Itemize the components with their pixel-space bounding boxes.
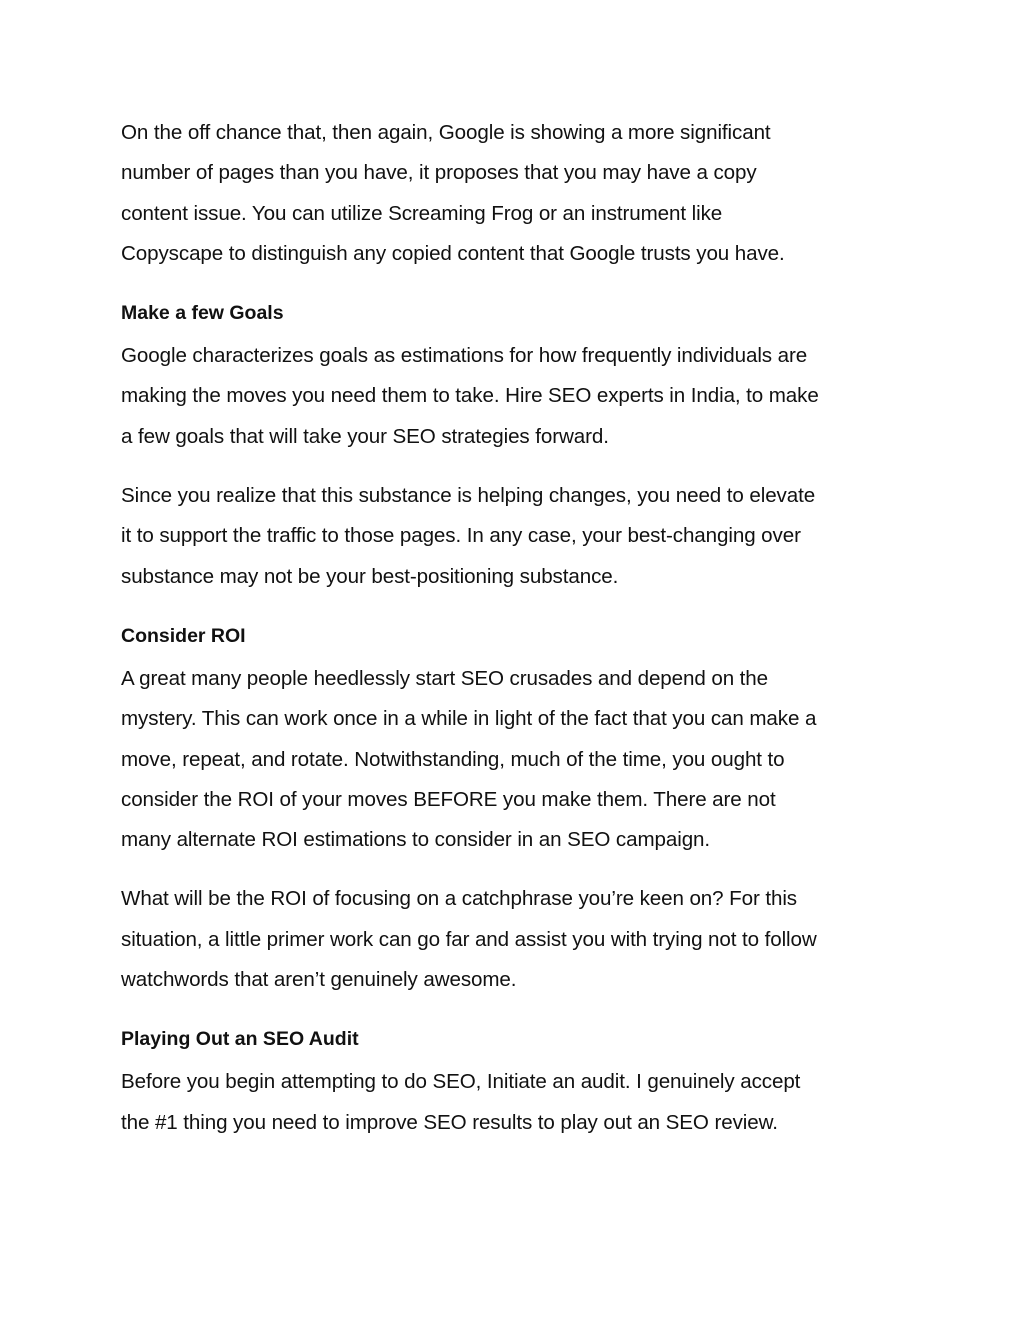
intro-paragraph [121, 113, 911, 274]
text-line: it to support the traffic to those pages. In any case, your best-changing over [121, 524, 801, 548]
section-heading-seo-audit: Playing Out an SEO Audit [121, 1028, 359, 1051]
text-line: move, repeat, and rotate. Notwithstanding, much of the time, you ought to [121, 747, 785, 771]
text-line: watchwords that aren’t genuinely awesome. [121, 968, 517, 992]
roi-paragraph-1 [121, 659, 911, 860]
text-line: making the moves you need them to take. Hire SEO experts in India, to make [121, 384, 819, 408]
text-line: Since you realize that this substance is helping changes, you need to elevate [121, 484, 816, 508]
text-line: many alternate ROI estimations to consider in an SEO campaign. [121, 828, 711, 852]
audit-paragraph-1 [121, 1062, 911, 1143]
roi-paragraph-2 [121, 879, 911, 1000]
text-line: consider the ROI of your moves BEFORE you make them. There are not [121, 787, 776, 811]
section-heading-roi: Consider ROI [121, 624, 246, 647]
text-line: Before you begin attempting to do SEO, Initiate an audit. I genuinely accept [121, 1070, 801, 1094]
text-line: mystery. This can work once in a while in light of the fact that you can make a [121, 707, 817, 731]
section-heading-goals: Make a few Goals [121, 302, 284, 325]
text-line: On the off chance that, then again, Google is showing a more significant [121, 121, 771, 144]
text-line: Google characterizes goals as estimations for how frequently individuals are [121, 344, 808, 368]
goals-paragraph-2 [121, 476, 911, 597]
text-line: number of pages than you have, it proposes that you may have a copy [121, 161, 757, 185]
goals-paragraph-1 [121, 336, 911, 457]
text-line: Copyscape to distinguish any copied content that Google trusts you have. [121, 241, 785, 265]
text-line: What will be the ROI of focusing on a catchphrase you’re keen on? For this [121, 887, 797, 911]
document-page [121, 113, 911, 1162]
text-line: situation, a little primer work can go far and assist you with trying not to follow [121, 927, 817, 951]
text-line: substance may not be your best-positioning substance. [121, 564, 619, 588]
text-line: content issue. You can utilize Screaming Frog or an instrument like [121, 201, 723, 225]
text-line: a few goals that will take your SEO strategies forward. [121, 424, 609, 448]
text-line: the #1 thing you need to improve SEO results to play out an SEO review. [121, 1110, 778, 1134]
text-line: A great many people heedlessly start SEO crusades and depend on the [121, 666, 769, 690]
